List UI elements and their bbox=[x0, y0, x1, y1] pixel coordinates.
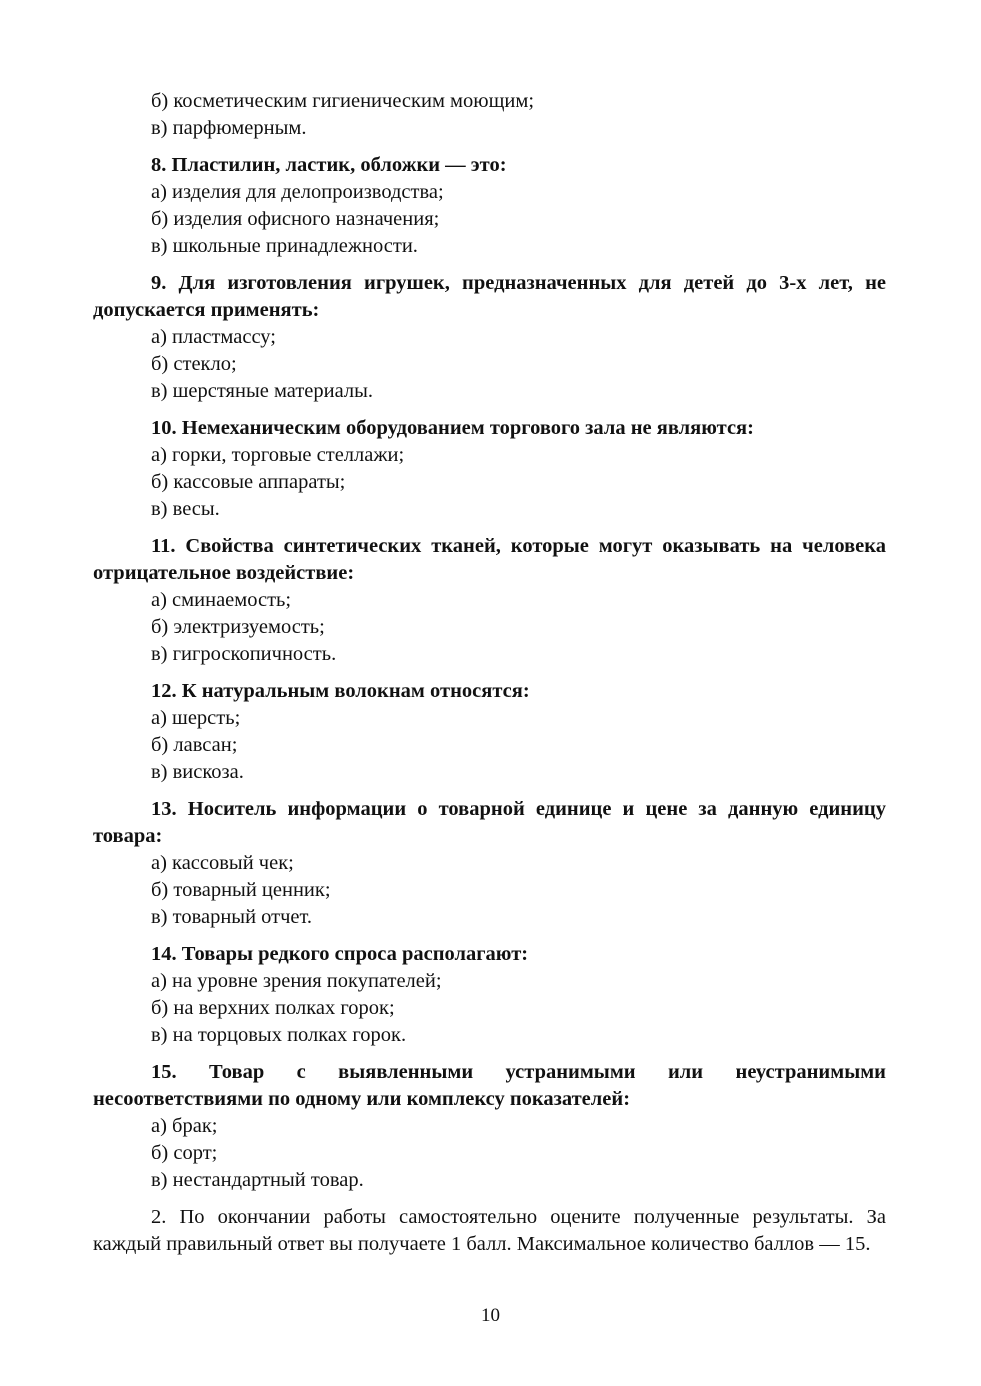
question-text: 9. Для изготовления игрушек, предназначенных для детей до 3-х лет, не допускается применять: bbox=[93, 272, 886, 321]
closing-paragraph: 2. По окончании работы самостоятельно оцените полученные результаты. За каждый правильный ответ вы получаете 1 балл. Максимальное количество баллов — 15. bbox=[93, 1206, 886, 1255]
page-body bbox=[93, 88, 886, 1258]
question-text: 10. Немеханическим оборудованием торгового зала не являются: bbox=[151, 417, 754, 439]
answer-option: б) на верхних полках горок; bbox=[151, 997, 395, 1019]
question-text: 15. Товар с выявленными устранимыми или неустранимыми несоответствиями по одному или комплексу показателей: bbox=[93, 1061, 886, 1110]
answer-option: а) сминаемость; bbox=[151, 589, 292, 611]
question-block bbox=[93, 941, 886, 1049]
question-block bbox=[93, 678, 886, 786]
answer-option: а) горки, торговые стеллажи; bbox=[151, 444, 405, 466]
answer-option: а) пластмассу; bbox=[151, 326, 276, 348]
answer-option: а) изделия для делопроизводства; bbox=[151, 181, 444, 203]
answer-option: б) кассовые аппараты; bbox=[151, 471, 346, 493]
answer-option: б) изделия офисного назначения; bbox=[151, 208, 440, 230]
answer-option: б) сорт; bbox=[151, 1142, 218, 1164]
answer-option: а) брак; bbox=[151, 1115, 218, 1137]
question-text: 13. Носитель информации о товарной единице и цене за данную единицу товара: bbox=[93, 798, 886, 847]
answer-option: в) товарный отчет. bbox=[151, 906, 313, 928]
answer-option: в) весы. bbox=[151, 498, 220, 520]
answer-option: в) гигроскопичность. bbox=[151, 643, 337, 665]
answer-option: в) нестандартный товар. bbox=[151, 1169, 364, 1191]
answer-option: в) школьные принадлежности. bbox=[151, 235, 418, 257]
answer-option: в) парфюмерным. bbox=[151, 117, 307, 139]
question-block bbox=[93, 796, 886, 931]
question-text: 8. Пластилин, ластик, обложки — это: bbox=[151, 154, 507, 176]
question-text: 11. Свойства синтетических тканей, которые могут оказывать на человека отрицательное воздействие: bbox=[93, 535, 886, 584]
answer-option: а) кассовый чек; bbox=[151, 852, 294, 874]
answer-option: в) на торцовых полках горок. bbox=[151, 1024, 407, 1046]
answer-option: а) на уровне зрения покупателей; bbox=[151, 970, 442, 992]
question-text: 14. Товары редкого спроса располагают: bbox=[151, 943, 529, 965]
answer-option: б) электризуемость; bbox=[151, 616, 325, 638]
answer-option: б) стекло; bbox=[151, 353, 237, 375]
question-block bbox=[93, 270, 886, 405]
question-block bbox=[93, 152, 886, 260]
question-block bbox=[93, 533, 886, 668]
question-block bbox=[93, 1059, 886, 1194]
answer-option: в) вискоза. bbox=[151, 761, 244, 783]
answer-option: а) шерсть; bbox=[151, 707, 241, 729]
question-text: 12. К натуральным волокнам относятся: bbox=[151, 680, 530, 702]
answer-option: б) товарный ценник; bbox=[151, 879, 331, 901]
answer-option: в) шерстяные материалы. bbox=[151, 380, 374, 402]
answer-option: б) косметическим гигиеническим моющим; bbox=[151, 90, 535, 112]
question-block bbox=[93, 415, 886, 523]
page-number: 10 bbox=[481, 1305, 500, 1326]
answer-option: б) лавсан; bbox=[151, 734, 238, 756]
